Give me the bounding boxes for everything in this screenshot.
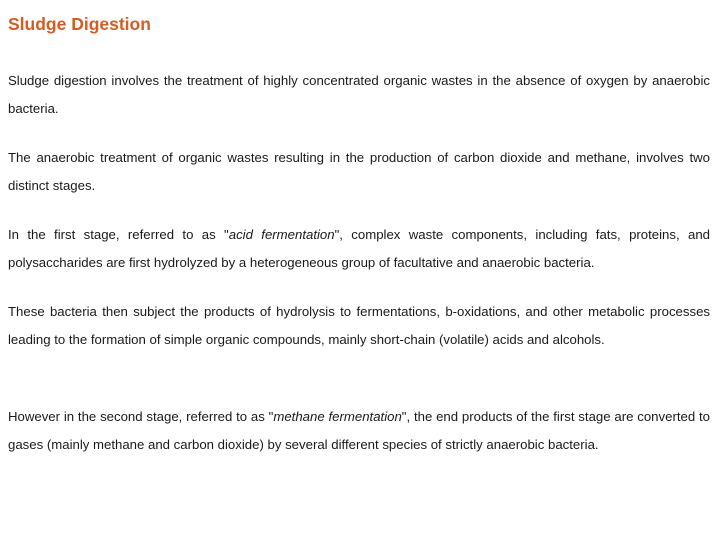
paragraph-first-stage-text-before: In the first stage, referred to as ": [8, 227, 229, 242]
paragraph-second-stage-text-after: ", the end products of the first stage are converted to gases (mainly methane and carbon dioxide) by several different species of strictly anaerobic bacteria.: [8, 409, 710, 452]
paragraph-first-stage-text-after: ", complex waste components, including fats, proteins, and polysaccharides are first hydrolyzed by a heterogeneous group of facultative and anaerobic bacteria.: [8, 227, 710, 270]
document-title: Sludge Digestion: [8, 14, 151, 34]
term-acid-fermentation: acid fermentation: [228, 227, 335, 242]
paragraph-second-stage: [8, 403, 710, 459]
paragraph-intro: Sludge digestion involves the treatment of highly concentrated organic wastes in the absence of oxygen by anaerobic bacteria.: [8, 73, 710, 116]
paragraph-hydrolysis-products: These bacteria then subject the products of hydrolysis to fermentations, b-oxidations, and other metabolic processes leading to the formation of simple organic compounds, mainly short-chain (volatile) acids and alcohols.: [8, 304, 710, 347]
paragraph-first-stage: [8, 221, 710, 277]
paragraph-second-stage-text-before: However in the second stage, referred to as ": [8, 409, 274, 424]
term-methane-fermentation: methane fermentation: [273, 409, 402, 424]
paragraph-two-stages: The anaerobic treatment of organic wastes resulting in the production of carbon dioxide and methane, involves two distinct stages.: [8, 150, 710, 193]
